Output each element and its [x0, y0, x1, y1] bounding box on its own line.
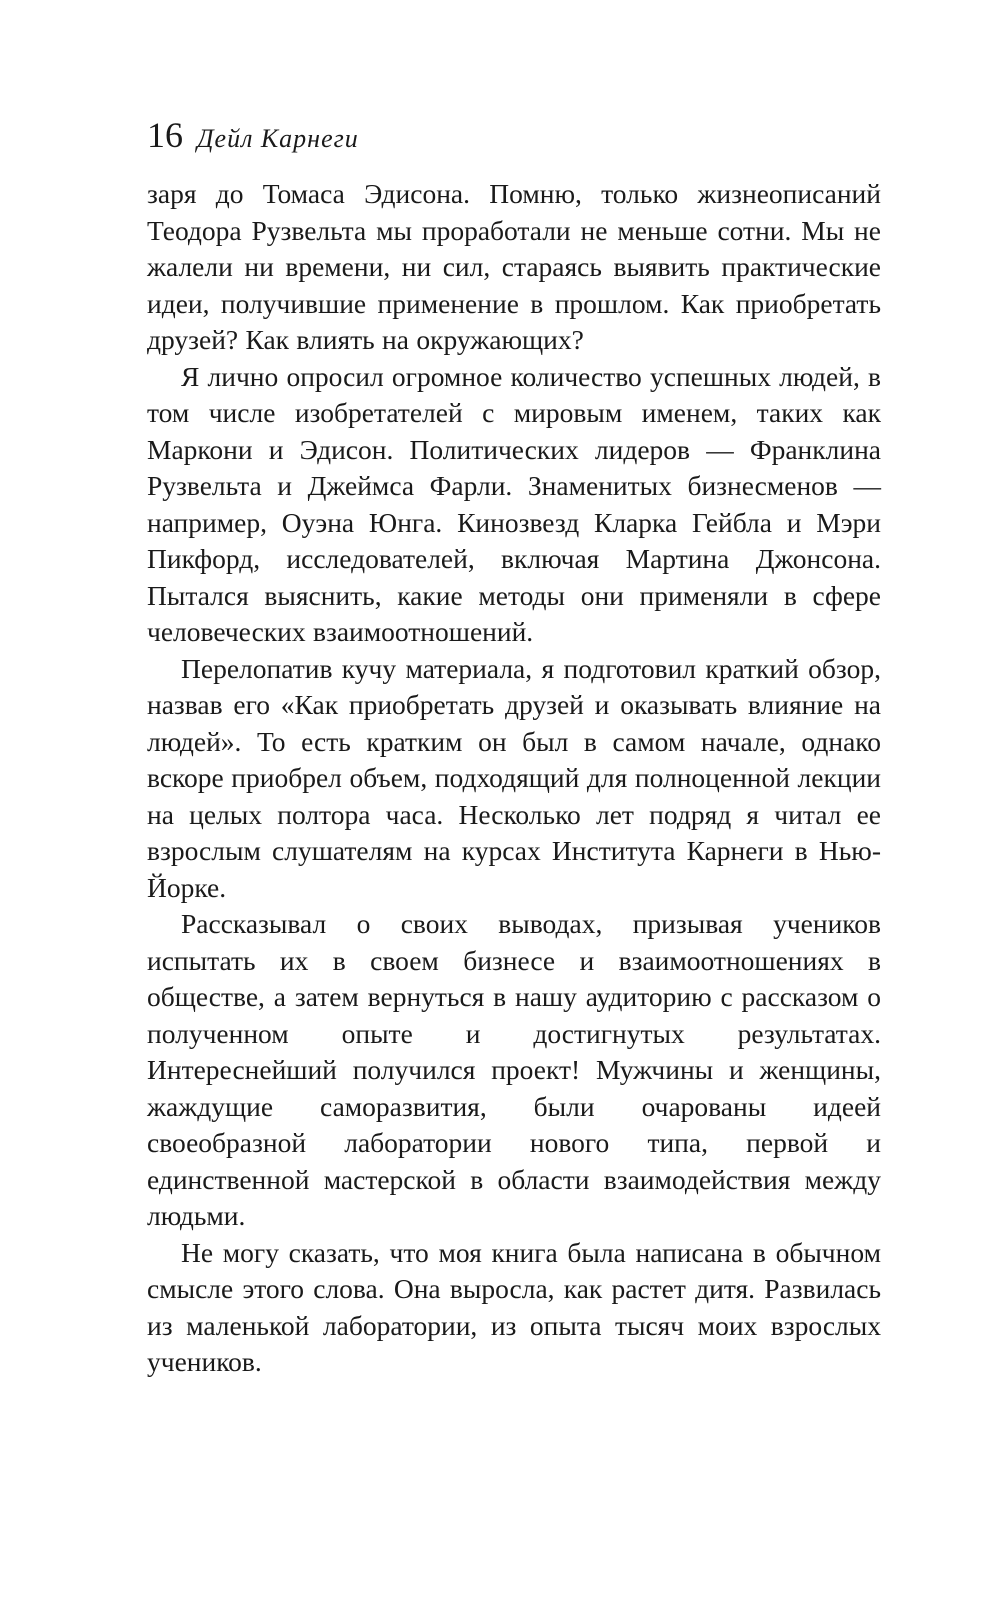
paragraph: Рассказывал о своих выводах, призывая учеников испытать их в своем бизнесе и взаимоотношениях в обществе, а затем вернуться в нашу аудиторию с рассказом о полученном опыте и достигнутых результатах. Интереснейший получился проект! Мужчины и женщины, жаждущие саморазвития, были очарованы идеей своеобразной лаборатории нового типа, первой и единственной мастерской в области взаимодействия между людьми.: [147, 908, 881, 1231]
running-head: [147, 110, 359, 160]
paragraph: Не могу сказать, что моя книга была написана в обычном смысле этого слова. Она выросла, как растет дитя. Развилась из маленькой лаборатории, из опыта тысяч моих взрослых учеников.: [147, 1236, 881, 1377]
running-title: Дейл Карнеги: [197, 124, 359, 153]
page-number: 16: [147, 115, 183, 155]
paragraph-continuation: заря до Томаса Эдисона. Помню, только жизнеописаний Теодора Рузвельта мы проработали не меньше сотни. Мы не жалели ни времени, ни сил, стараясь выявить практические идеи, получившие применение в прошлом. Как приобретать друзей? Как влиять на окружающих?: [147, 178, 881, 355]
paragraph: Перелопатив кучу материала, я подготовил краткий обзор, назвав его «Как приобретать друзей и оказывать влияние на людей». То есть кратким он был в самом начале, однако вскоре приобрел объем, подходящий для полноценной лекции на целых полтора часа. Несколько лет подряд я читал ее взрослым слушателям на курсах Института Карнеги в Нью-Йорке.: [147, 652, 881, 903]
body-text: [147, 176, 881, 1381]
paragraph: Я лично опросил огромное количество успешных людей, в том числе изобретателей с мировым именем, таких как Маркони и Эдисон. Политических лидеров — Франклина Рузвельта и Джеймса Фарли. Знаменитых бизнесменов — например, Оуэна Юнга. Кинозвезд Кларка Гейбла и Мэри Пикфорд, исследователей, включая Мартина Джонсона. Пытался выяснить, какие методы они применяли в сфере человеческих взаимоотношений.: [147, 360, 881, 647]
